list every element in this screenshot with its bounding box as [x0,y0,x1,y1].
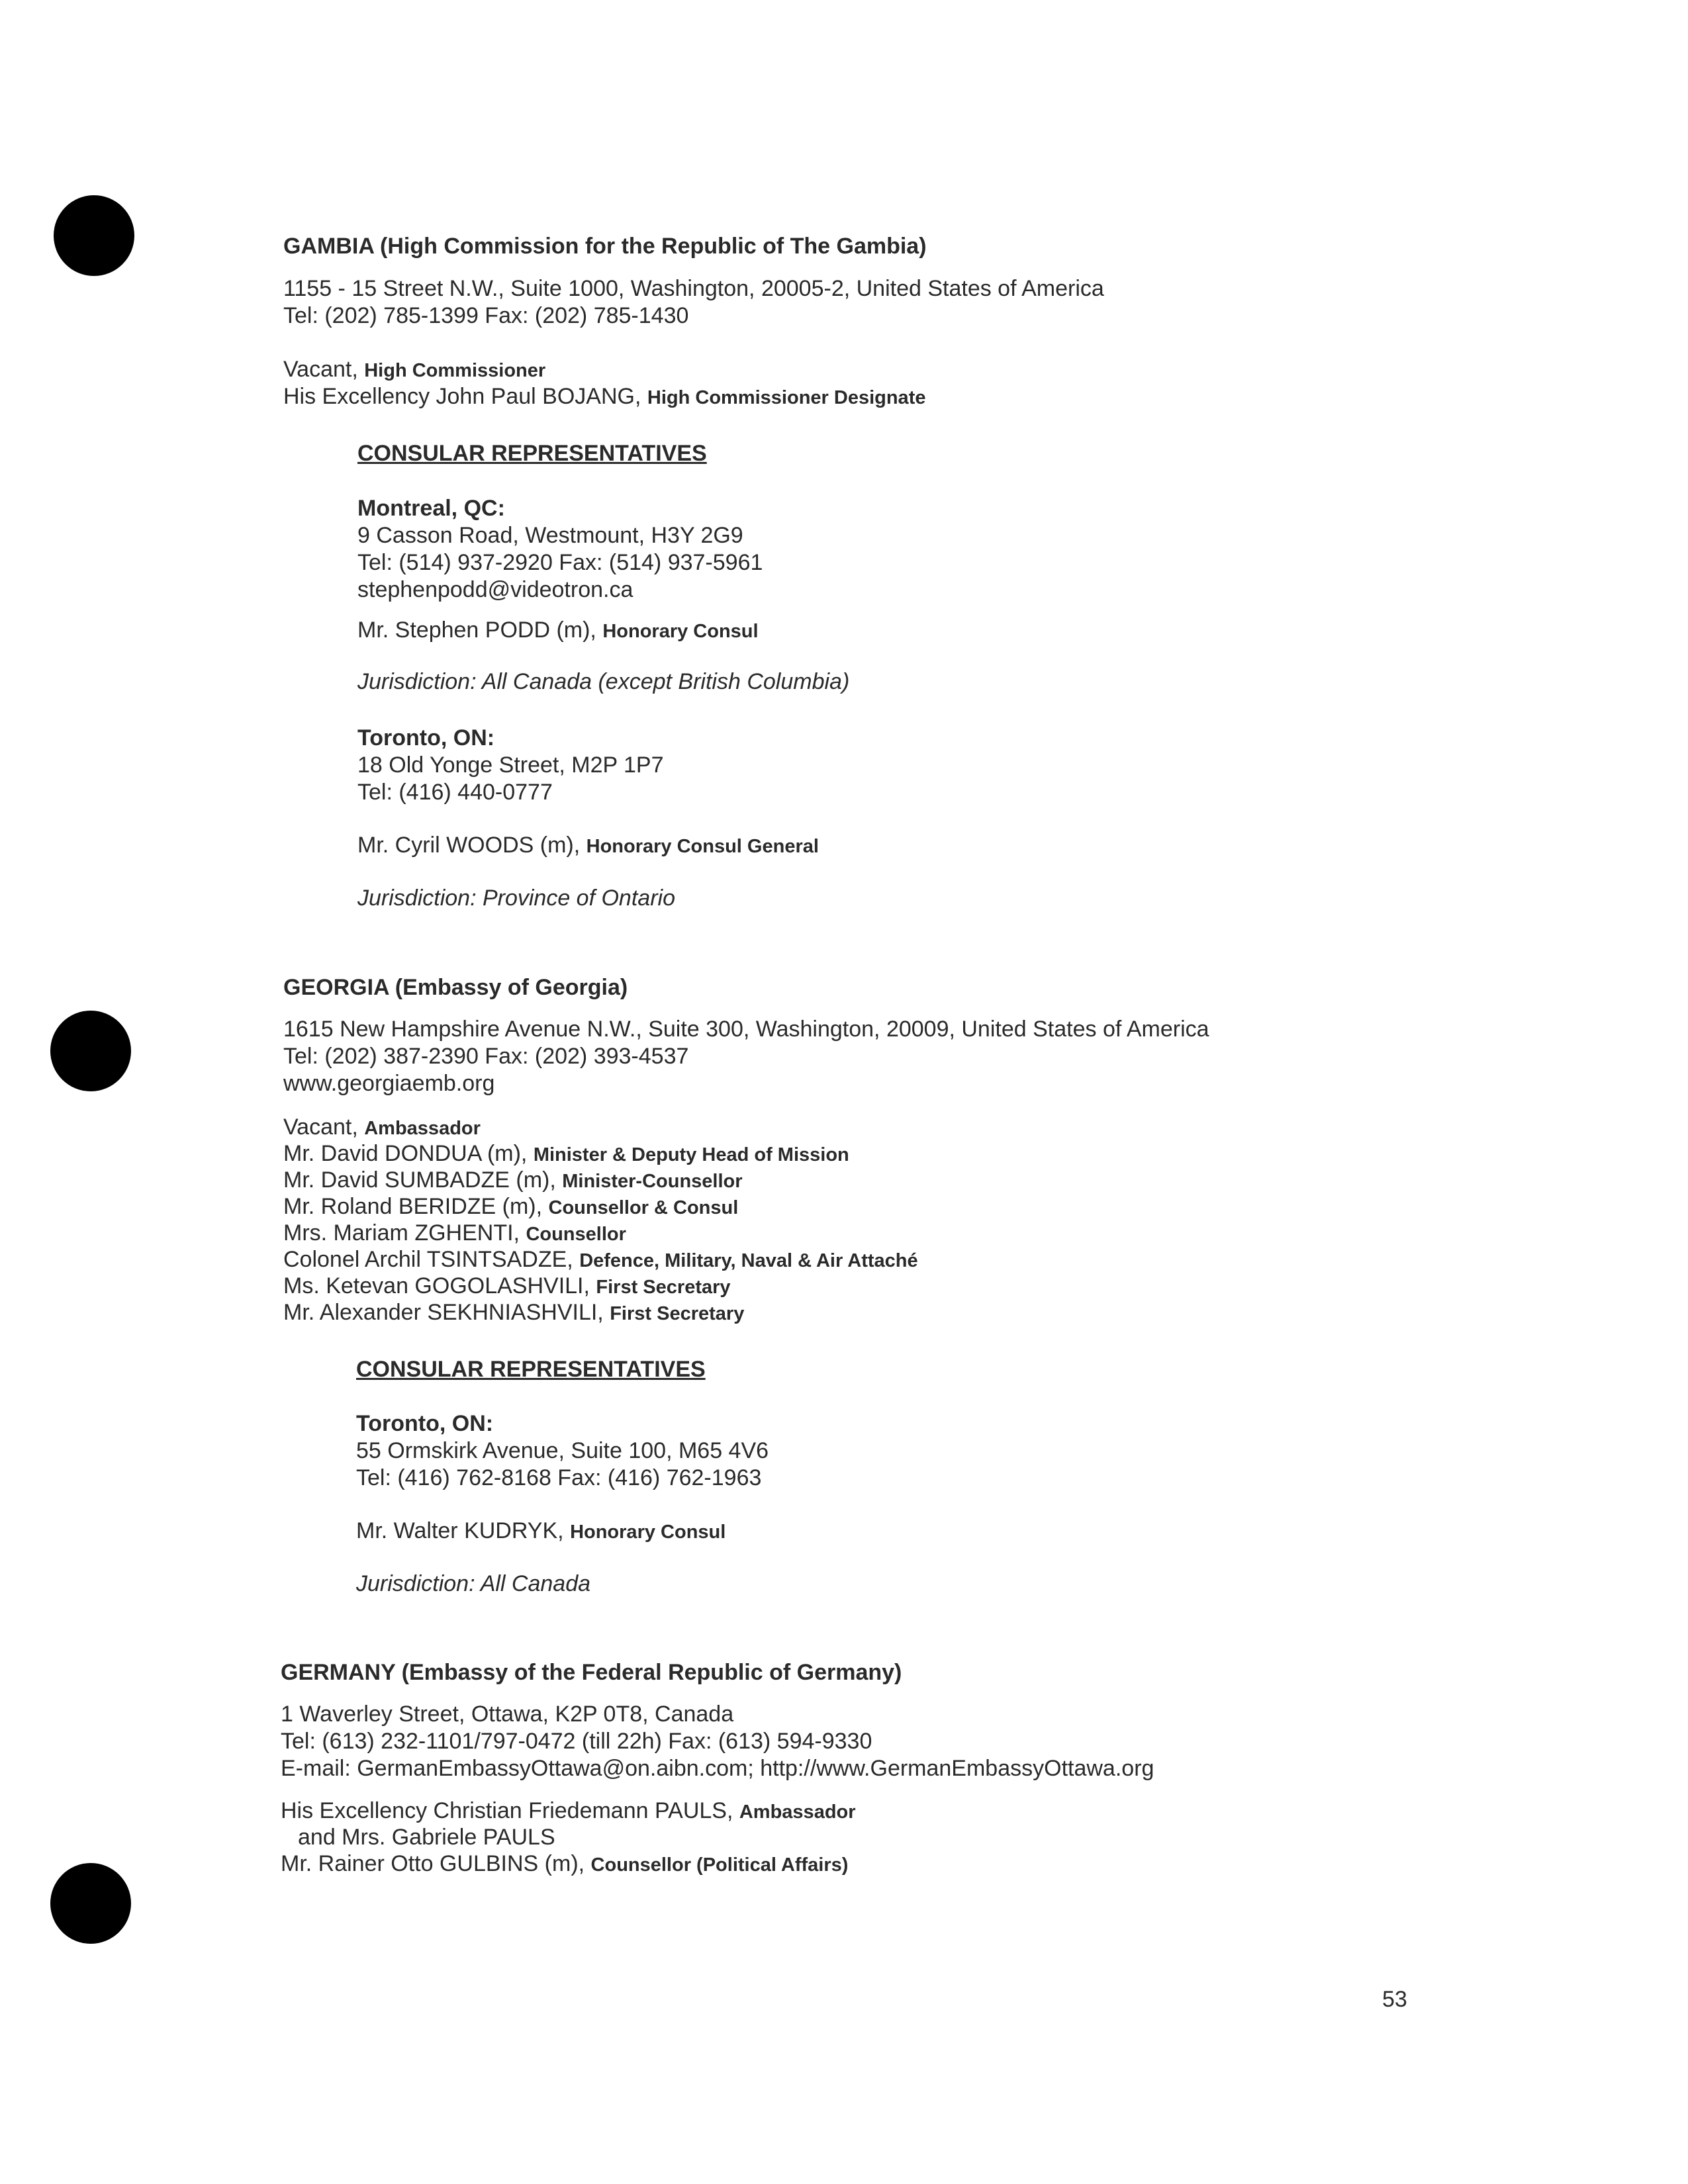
staff-title: First Secretary [610,1303,745,1324]
staff-row [283,1273,1607,1301]
staff-name: His Excellency Christian Friedemann PAULS, [281,1798,739,1823]
hole-punch-bottom [50,1863,131,1944]
consulate-address: 55 Ormskirk Avenue, Suite 100, M65 4V6 [356,1438,769,1463]
country-heading: GEORGIA (Embassy of Georgia) [283,975,628,1000]
country-heading: GERMANY (Embassy of the Federal Republic of Germany) [281,1660,902,1685]
consulate-city: Toronto, ON: [356,1411,494,1436]
staff-title: Minister-Counsellor [562,1171,743,1192]
website: www.georgiaemb.org [283,1071,495,1096]
consulate-tel: Tel: (514) 937-2920 Fax: (514) 937-5961 [357,550,763,575]
staff-row [281,1797,1605,1826]
jurisdiction: Jurisdiction: All Canada [356,1571,591,1596]
consulate-tel: Tel: (416) 440-0777 [357,780,553,805]
email-web: E-mail: GermanEmbassyOttawa@on.aibn.com; http://www.GermanEmbassyOttawa.org [281,1756,1154,1781]
consul-name: Mr. Cyril WOODS (m), [357,833,586,858]
staff-name: Mr. Alexander SEKHNIASHVILI, [283,1300,610,1325]
staff-title: Counsellor [526,1224,626,1245]
consul-name: Mr. Stephen PODD (m), [357,617,603,643]
jurisdiction: Jurisdiction: All Canada (except British Columbia) [357,669,850,694]
staff-row [281,1850,1605,1879]
jurisdiction: Jurisdiction: Province of Ontario [357,886,675,911]
page-number: 53 [1382,1987,1407,2012]
staff-name: Vacant, [283,357,365,382]
staff-name: Vacant, [283,1115,365,1140]
staff-name: Mr. Rainer Otto GULBINS (m), [281,1851,591,1876]
staff-row [283,1246,1607,1275]
consular-heading: CONSULAR REPRESENTATIVES [357,441,707,466]
staff-title: First Secretary [596,1277,731,1298]
staff-spouse: and Mrs. Gabriele PAULS [298,1825,555,1850]
staff-name: His Excellency John Paul BOJANG, [283,384,647,409]
staff-row [283,1299,1607,1328]
staff-row [283,1114,1607,1142]
consul-title: Honorary Consul [602,621,759,642]
consulate-address: 9 Casson Road, Westmount, H3Y 2G9 [357,523,743,548]
consul-title: Honorary Consul [570,1522,726,1543]
staff-name: Mr. David DONDUA (m), [283,1141,534,1166]
address: 1 Waverley Street, Ottawa, K2P 0T8, Canada [281,1702,734,1727]
staff-row [283,1167,1607,1195]
staff-row [283,1220,1607,1248]
consul-name: Mr. Walter KUDRYK, [356,1518,571,1543]
hole-punch-top [54,195,134,276]
staff-title: Ambassador [364,1118,481,1139]
staff-title: High Commissioner [364,360,546,381]
consulate-email: stephenpodd@videotron.ca [357,577,633,602]
staff-name: Mr. Roland BERIDZE (m), [283,1194,549,1219]
consulate-city: Toronto, ON: [357,725,495,751]
staff-row [283,356,1607,385]
staff-title: Counsellor & Consul [548,1197,739,1218]
tel-fax: Tel: (202) 387-2390 Fax: (202) 393-4537 [283,1044,689,1069]
consulate-tel: Tel: (416) 762-8168 Fax: (416) 762-1963 [356,1465,762,1490]
staff-title: Defence, Military, Naval & Air Attaché [579,1250,918,1271]
address: 1155 - 15 Street N.W., Suite 1000, Washington, 20005-2, United States of America [283,276,1104,301]
tel-fax: Tel: (613) 232-1101/797-0472 (till 22h) Fax: (613) 594-9330 [281,1729,872,1754]
consul-row [357,832,819,860]
staff-title: Minister & Deputy Head of Mission [533,1144,849,1165]
consul-title: Honorary Consul General [586,836,819,857]
staff-title: High Commissioner Designate [647,387,926,408]
staff-name: Ms. Ketevan GOGOLASHVILI, [283,1273,596,1298]
consul-row [356,1518,726,1546]
staff-name: Mr. David SUMBADZE (m), [283,1167,563,1193]
consulate-city: Montreal, QC: [357,496,505,521]
consul-row [357,617,759,645]
address: 1615 New Hampshire Avenue N.W., Suite 300, Washington, 20009, United States of America [283,1017,1209,1042]
hole-punch-middle [50,1011,131,1091]
country-heading: GAMBIA (High Commission for the Republic of The Gambia) [283,234,927,259]
consular-heading: CONSULAR REPRESENTATIVES [356,1357,706,1382]
staff-name: Mrs. Mariam ZGHENTI, [283,1220,526,1246]
staff-row [283,1193,1607,1222]
staff-row [283,1140,1607,1169]
staff-name: Colonel Archil TSINTSADZE, [283,1247,580,1272]
consulate-address: 18 Old Yonge Street, M2P 1P7 [357,752,664,778]
tel-fax: Tel: (202) 785-1399 Fax: (202) 785-1430 [283,303,689,328]
staff-title: Counsellor (Political Affairs) [590,1854,849,1876]
staff-title: Ambassador [739,1801,856,1823]
staff-row [283,383,1607,412]
